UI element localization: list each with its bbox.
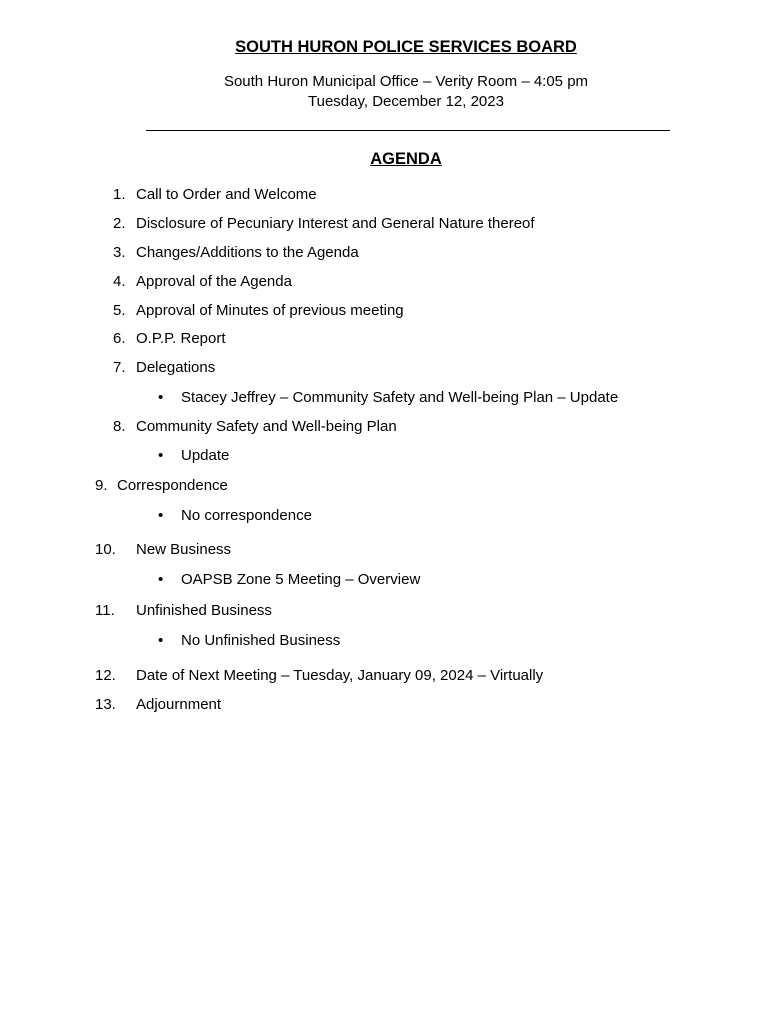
agenda-item-correspondence: Correspondence bbox=[117, 477, 228, 494]
sub-item-delegation: Stacey Jeffrey – Community Safety and Well-being Plan – Update bbox=[181, 389, 619, 406]
item-number: 8. bbox=[113, 418, 126, 435]
agenda-item-adjournment: Adjournment bbox=[136, 696, 222, 713]
agenda-item-delegations: Delegations bbox=[136, 359, 216, 376]
item-number: 4. bbox=[113, 273, 126, 290]
item-number: 11. bbox=[95, 602, 115, 619]
location-line: South Huron Municipal Office – Verity Room – 4:05 pm bbox=[223, 73, 589, 90]
item-number: 9. bbox=[95, 477, 108, 494]
sub-item-oapsb: OAPSB Zone 5 Meeting – Overview bbox=[181, 571, 421, 588]
agenda-item-opp-report: O.P.P. Report bbox=[136, 330, 226, 347]
bullet-icon: • bbox=[158, 507, 164, 524]
agenda-item-next-meeting: Date of Next Meeting – Tuesday, January 09, 2024 – Virtually bbox=[136, 667, 544, 684]
bullet-icon: • bbox=[158, 389, 164, 406]
agenda-item-unfinished-business: Unfinished Business bbox=[136, 602, 272, 619]
bullet-icon: • bbox=[158, 632, 164, 649]
item-number: 6. bbox=[113, 330, 126, 347]
agenda-item-changes: Changes/Additions to the Agenda bbox=[136, 244, 359, 261]
item-number: 2. bbox=[113, 215, 126, 232]
item-number: 10. bbox=[95, 541, 116, 558]
bullet-icon: • bbox=[158, 571, 164, 588]
agenda-heading: AGENDA bbox=[370, 150, 442, 168]
agenda-item-call-to-order: Call to Order and Welcome bbox=[136, 186, 317, 203]
separator-rule bbox=[146, 130, 670, 131]
agenda-item-new-business: New Business bbox=[136, 541, 232, 558]
item-number: 12. bbox=[95, 667, 116, 684]
agenda-item-approval-agenda: Approval of the Agenda bbox=[136, 273, 292, 290]
item-number: 5. bbox=[113, 302, 126, 319]
board-title: SOUTH HURON POLICE SERVICES BOARD bbox=[235, 38, 577, 56]
item-number: 3. bbox=[113, 244, 126, 261]
item-number: 13. bbox=[95, 696, 116, 713]
item-number: 1. bbox=[113, 186, 126, 203]
sub-item-no-correspondence: No correspondence bbox=[181, 507, 312, 524]
agenda-item-approval-minutes: Approval of Minutes of previous meeting bbox=[136, 302, 404, 319]
agenda-item-cswb-plan: Community Safety and Well-being Plan bbox=[136, 418, 397, 435]
sub-item-no-unfinished: No Unfinished Business bbox=[181, 632, 341, 649]
item-number: 7. bbox=[113, 359, 126, 376]
date-line: Tuesday, December 12, 2023 bbox=[308, 93, 504, 110]
bullet-icon: • bbox=[158, 447, 164, 464]
agenda-item-disclosure: Disclosure of Pecuniary Interest and General Nature thereof bbox=[136, 215, 535, 232]
sub-item-update: Update bbox=[181, 447, 230, 464]
